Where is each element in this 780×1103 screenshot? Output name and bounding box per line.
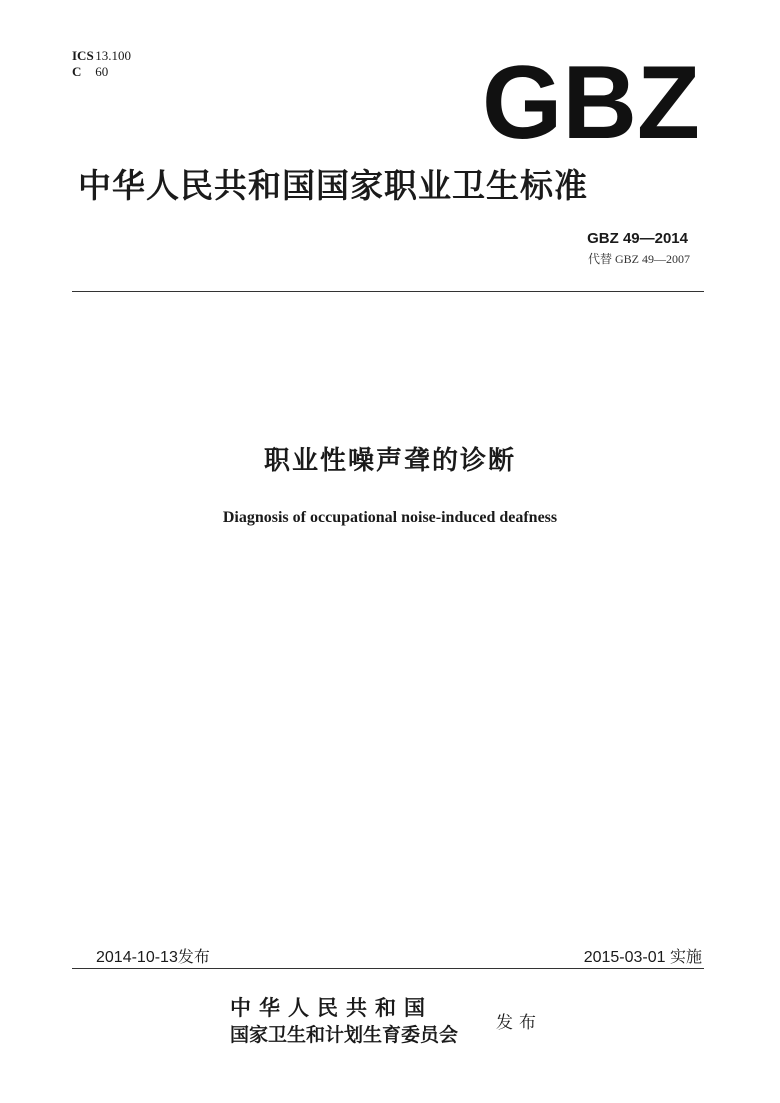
ics-label: ICS <box>72 48 94 63</box>
top-divider <box>72 291 704 292</box>
title-chinese: 职业性噪声聋的诊断 <box>263 446 516 476</box>
publisher-line-2: 国家卫生和计划生育委员会 <box>230 1024 459 1046</box>
ccs-value: 60 <box>95 64 109 79</box>
ics-row <box>72 48 131 64</box>
classification-codes <box>72 48 131 80</box>
standard-number: GBZ 49—2014 <box>587 230 688 247</box>
gbz-logo-text: GBZ <box>482 62 700 142</box>
replaces-standard: 代替 GBZ 49—2007 <box>587 252 690 266</box>
ccs-row <box>72 64 131 80</box>
ics-value: 13.100 <box>95 48 131 63</box>
effective-date: 2015-03-01 实施 <box>583 949 702 966</box>
gbz-logo <box>480 62 702 142</box>
bottom-divider <box>72 968 704 969</box>
publisher-line-1: 中华人民共和国 <box>230 995 433 1020</box>
ccs-label: C <box>72 64 82 79</box>
standard-category: 中华人民共和国国家职业卫生标准 <box>78 166 588 205</box>
title-english: Diagnosis of occupational noise-induced deafness <box>222 509 558 526</box>
issue-date: 2014-10-13发布 <box>96 949 210 966</box>
publish-label: 发布 <box>496 1013 542 1033</box>
